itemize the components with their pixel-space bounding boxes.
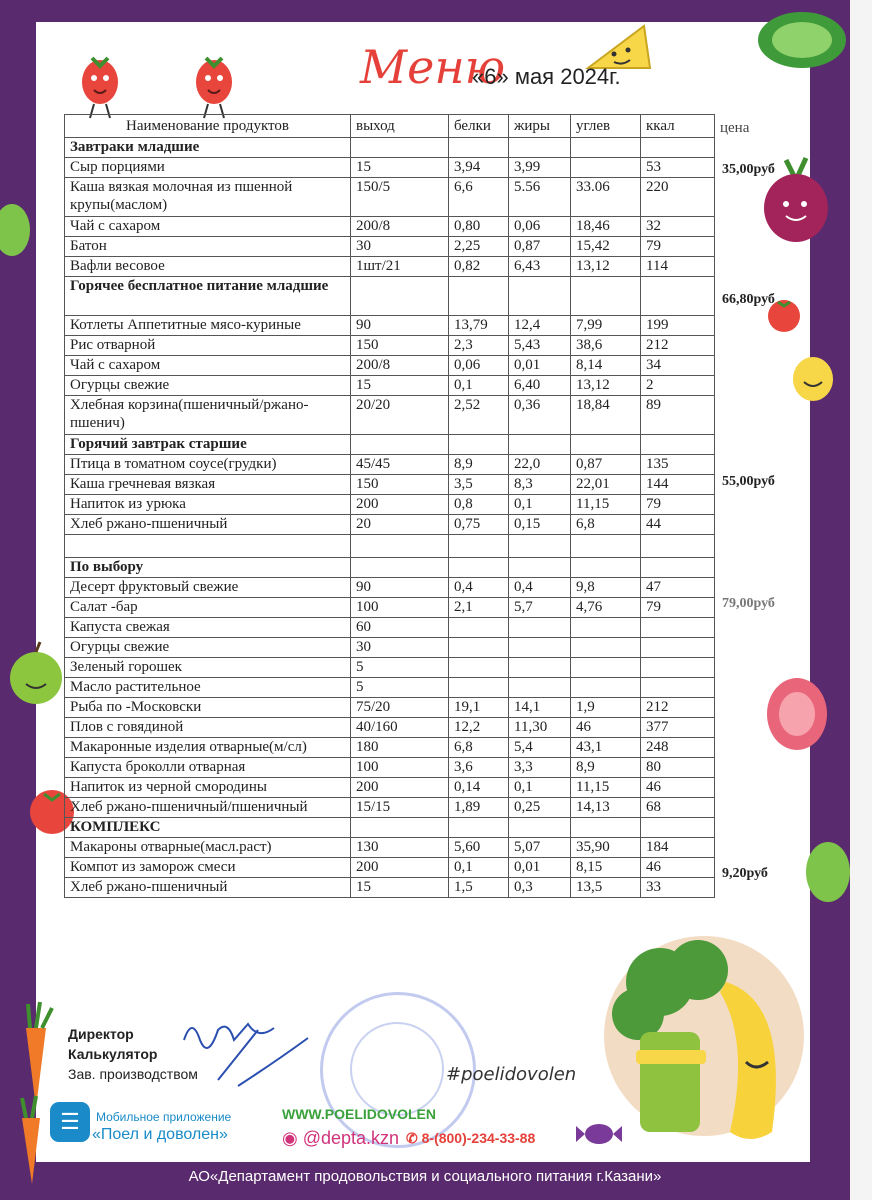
cell-f: [509, 658, 571, 678]
cell-c: 22,01: [571, 475, 641, 495]
phone-icon: ✆: [406, 1130, 422, 1146]
cell-b: 0,06: [449, 356, 509, 376]
cell-name: Плов с говядиной: [65, 718, 351, 738]
table-row: [65, 237, 715, 257]
cell-b: 0,8: [449, 495, 509, 515]
cell-out: 15: [351, 878, 449, 898]
cell-name: Рис отварной: [65, 336, 351, 356]
leaf-left-icon: [0, 200, 34, 260]
cell-out: [351, 558, 449, 578]
cell-name: Десерт фруктовый свежие: [65, 578, 351, 598]
cell-out: 200: [351, 858, 449, 878]
cell-b: 6,8: [449, 738, 509, 758]
cell-f: 0,4: [509, 578, 571, 598]
table-row: [65, 495, 715, 515]
signature-head-production: Зав. производством: [68, 1066, 198, 1082]
cell-k: 79: [641, 495, 715, 515]
table-row: [65, 638, 715, 658]
col-header-fat: жиры: [509, 115, 571, 138]
cell-out: [351, 138, 449, 158]
school-stamp-inner: [350, 1022, 444, 1116]
table-row: [65, 475, 715, 495]
cell-name: Макаронные изделия отварные(м/сл): [65, 738, 351, 758]
cell-name: Батон: [65, 237, 351, 257]
cell-k: 199: [641, 316, 715, 336]
table-row: [65, 257, 715, 277]
cell-k: 47: [641, 578, 715, 598]
table-row: [65, 598, 715, 618]
cell-name: Огурцы свежие: [65, 376, 351, 396]
cell-k: 248: [641, 738, 715, 758]
cell-name: Птица в томатном соусе(грудки): [65, 455, 351, 475]
cell-k: [641, 535, 715, 558]
cell-out: 60: [351, 618, 449, 638]
col-header-name: Наименование продуктов: [65, 115, 351, 138]
table-row: [65, 698, 715, 718]
cell-f: 5.56: [509, 178, 571, 217]
cell-c: [571, 818, 641, 838]
cell-out: 20/20: [351, 396, 449, 435]
table-row: [65, 718, 715, 738]
lemon-icon: [790, 354, 836, 404]
cell-b: [449, 277, 509, 316]
cell-name: Каша вязкая молочная из пшенной крупы(маслом): [65, 178, 351, 217]
cell-c: 8,15: [571, 858, 641, 878]
table-row: [65, 678, 715, 698]
cell-b: 19,1: [449, 698, 509, 718]
price-complex: 9,20руб: [722, 866, 768, 881]
cell-name: Горячий завтрак старшие: [65, 435, 351, 455]
cell-c: 13,12: [571, 376, 641, 396]
table-row: [65, 558, 715, 578]
broccoli-banana-characters-icon: [600, 922, 820, 1158]
price-choice: 79,00руб: [722, 596, 775, 611]
table-row: [65, 818, 715, 838]
cell-b: 0,80: [449, 217, 509, 237]
table-row: [65, 798, 715, 818]
cell-out: 15: [351, 158, 449, 178]
cell-c: 7,99: [571, 316, 641, 336]
cell-out: 1шт/21: [351, 257, 449, 277]
cell-f: [509, 558, 571, 578]
cell-name: Огурцы свежие: [65, 638, 351, 658]
cell-b: 0,14: [449, 778, 509, 798]
cell-f: 0,15: [509, 515, 571, 535]
cell-out: 150/5: [351, 178, 449, 217]
cell-k: 44: [641, 515, 715, 535]
cell-k: [641, 138, 715, 158]
cell-c: 9,8: [571, 578, 641, 598]
cell-name: Чай с сахаром: [65, 356, 351, 376]
col-header-output: выход: [351, 115, 449, 138]
table-row: [65, 658, 715, 678]
app-icon[interactable]: ☰: [50, 1102, 90, 1142]
cell-f: 0,3: [509, 878, 571, 898]
cell-name: Напиток из урюка: [65, 495, 351, 515]
cell-name: Сыр порциями: [65, 158, 351, 178]
cell-k: [641, 435, 715, 455]
cell-b: 0,4: [449, 578, 509, 598]
cell-f: [509, 277, 571, 316]
cell-b: [449, 658, 509, 678]
cell-k: [641, 277, 715, 316]
table-row: [65, 858, 715, 878]
cell-out: 200: [351, 778, 449, 798]
table-row: [65, 435, 715, 455]
cell-b: 0,75: [449, 515, 509, 535]
table-row: [65, 758, 715, 778]
cell-out: [351, 277, 449, 316]
cell-f: 5,07: [509, 838, 571, 858]
table-row: [65, 138, 715, 158]
cell-name: Напиток из черной смородины: [65, 778, 351, 798]
cell-f: 0,1: [509, 495, 571, 515]
table-row: [65, 356, 715, 376]
cell-b: 2,1: [449, 598, 509, 618]
table-row: [65, 316, 715, 336]
cell-out: 90: [351, 316, 449, 336]
cell-f: [509, 678, 571, 698]
col-header-price: цена: [720, 120, 750, 136]
cell-name: Каша гречневая вязкая: [65, 475, 351, 495]
cell-name: Хлебная корзина(пшеничный/ржано-пшенич): [65, 396, 351, 435]
cell-k: 2: [641, 376, 715, 396]
cell-name: КОМПЛЕКС: [65, 818, 351, 838]
cell-k: 144: [641, 475, 715, 495]
cell-out: 100: [351, 758, 449, 778]
candy-icon: [574, 1112, 624, 1152]
cell-b: 2,3: [449, 336, 509, 356]
cell-c: 6,8: [571, 515, 641, 535]
cell-out: 15: [351, 376, 449, 396]
cell-name: Вафли весовое: [65, 257, 351, 277]
cell-name: Хлеб ржано-пшеничный: [65, 515, 351, 535]
price-senior-breakfast: 55,00руб: [722, 474, 775, 489]
cell-out: 100: [351, 598, 449, 618]
cell-c: [571, 138, 641, 158]
cell-f: 14,1: [509, 698, 571, 718]
table-row: [65, 277, 715, 316]
cell-name: Горячее бесплатное питание младшие: [65, 277, 351, 316]
footer-company: АО«Департамент продовольствия и социального питания г.Казани»: [188, 1168, 662, 1185]
table-row: [65, 535, 715, 558]
cell-f: 6,43: [509, 257, 571, 277]
cell-f: 12,4: [509, 316, 571, 336]
cell-c: 18,46: [571, 217, 641, 237]
cell-c: 43,1: [571, 738, 641, 758]
meat-icon: [762, 674, 832, 754]
cell-out: 15/15: [351, 798, 449, 818]
cell-c: [571, 658, 641, 678]
cell-k: 68: [641, 798, 715, 818]
handwritten-signature-icon: [178, 1010, 318, 1090]
cell-name: Зеленый горошек: [65, 658, 351, 678]
cell-c: 11,15: [571, 495, 641, 515]
cell-out: 200/8: [351, 356, 449, 376]
cell-b: 0,1: [449, 376, 509, 396]
cell-out: 200: [351, 495, 449, 515]
cell-name: Капуста броколли отварная: [65, 758, 351, 778]
table-row: [65, 778, 715, 798]
cell-out: [351, 818, 449, 838]
cell-c: 0,87: [571, 455, 641, 475]
table-header-row: [65, 115, 715, 138]
table-row: [65, 396, 715, 435]
cell-c: [571, 158, 641, 178]
cell-k: 212: [641, 698, 715, 718]
cell-f: 3,3: [509, 758, 571, 778]
cell-b: [449, 638, 509, 658]
table-row: [65, 336, 715, 356]
cell-b: 2,52: [449, 396, 509, 435]
cell-c: 15,42: [571, 237, 641, 257]
cell-b: 1,5: [449, 878, 509, 898]
cell-c: [571, 618, 641, 638]
cell-b: 6,6: [449, 178, 509, 217]
cell-c: 38,6: [571, 336, 641, 356]
cell-f: 0,36: [509, 396, 571, 435]
cell-k: 32: [641, 217, 715, 237]
cell-out: [351, 535, 449, 558]
cell-name: Рыба по -Московски: [65, 698, 351, 718]
cell-out: 130: [351, 838, 449, 858]
cell-f: 0,06: [509, 217, 571, 237]
cell-name: Завтраки младшие: [65, 138, 351, 158]
cell-name: Салат -бар: [65, 598, 351, 618]
instagram-icon: ◉: [282, 1128, 303, 1148]
cell-b: 3,5: [449, 475, 509, 495]
table-row: [65, 455, 715, 475]
col-header-carbs: углев: [571, 115, 641, 138]
cell-k: 46: [641, 778, 715, 798]
cell-b: 3,6: [449, 758, 509, 778]
cell-k: [641, 558, 715, 578]
cell-b: [449, 818, 509, 838]
cell-f: 5,43: [509, 336, 571, 356]
cell-k: 79: [641, 237, 715, 257]
cell-b: 1,89: [449, 798, 509, 818]
table-row: [65, 838, 715, 858]
cell-c: 13,5: [571, 878, 641, 898]
table-row: [65, 178, 715, 217]
cell-name: По выбору: [65, 558, 351, 578]
cell-f: 3,99: [509, 158, 571, 178]
menu-table: [64, 114, 715, 898]
table-row: [65, 618, 715, 638]
cell-out: 20: [351, 515, 449, 535]
cell-b: 8,9: [449, 455, 509, 475]
cell-k: 53: [641, 158, 715, 178]
cell-k: 135: [641, 455, 715, 475]
menu-table-body: [65, 138, 715, 898]
cell-out: 30: [351, 638, 449, 658]
cell-c: 8,9: [571, 758, 641, 778]
cell-out: 5: [351, 658, 449, 678]
cell-f: 0,87: [509, 237, 571, 257]
cell-c: 14,13: [571, 798, 641, 818]
table-row: [65, 515, 715, 535]
cell-k: 377: [641, 718, 715, 738]
cell-c: 8,14: [571, 356, 641, 376]
cell-f: [509, 138, 571, 158]
price-free-hot-meal: 66,80руб: [722, 292, 775, 307]
cell-name: Хлеб ржано-пшеничный: [65, 878, 351, 898]
cell-name: Масло растительное: [65, 678, 351, 698]
carrot-characters-icon: [6, 998, 76, 1188]
scan-edge: [850, 0, 872, 1200]
cell-c: 13,12: [571, 257, 641, 277]
cell-k: 220: [641, 178, 715, 217]
cell-f: [509, 535, 571, 558]
table-row: [65, 578, 715, 598]
cell-k: [641, 638, 715, 658]
cell-k: 89: [641, 396, 715, 435]
cell-c: [571, 535, 641, 558]
cell-f: [509, 818, 571, 838]
cell-c: 1,9: [571, 698, 641, 718]
apple-icon: [6, 640, 66, 706]
cell-k: 212: [641, 336, 715, 356]
cell-k: 114: [641, 257, 715, 277]
cell-name: Хлеб ржано-пшеничный/пшеничный: [65, 798, 351, 818]
cell-c: [571, 435, 641, 455]
cell-out: [351, 435, 449, 455]
cell-k: 80: [641, 758, 715, 778]
cell-out: 150: [351, 475, 449, 495]
cell-k: [641, 818, 715, 838]
website-link[interactable]: WWW.POELIDOVOLEN: [282, 1106, 436, 1122]
leaf-right-icon: [802, 838, 850, 908]
phone-number[interactable]: [406, 1130, 535, 1147]
col-header-kcal: ккал: [641, 115, 715, 138]
cell-f: 0,01: [509, 858, 571, 878]
cell-name: Капуста свежая: [65, 618, 351, 638]
signature-calculator: Калькулятор: [68, 1046, 158, 1062]
cell-c: 18,84: [571, 396, 641, 435]
app-name: «Поел и доволен»: [92, 1126, 228, 1143]
cell-b: 5,60: [449, 838, 509, 858]
cell-b: [449, 558, 509, 578]
tomato-characters-icon: [72, 40, 242, 120]
cell-f: 11,30: [509, 718, 571, 738]
cell-name: [65, 535, 351, 558]
cell-c: 46: [571, 718, 641, 738]
cell-out: 75/20: [351, 698, 449, 718]
table-row: [65, 158, 715, 178]
col-header-protein: белки: [449, 115, 509, 138]
table-row: [65, 738, 715, 758]
cell-k: [641, 618, 715, 638]
table-row: [65, 878, 715, 898]
cell-f: [509, 638, 571, 658]
cell-out: 45/45: [351, 455, 449, 475]
cell-k: 46: [641, 858, 715, 878]
cell-name: Котлеты Аппетитные мясо-куриные: [65, 316, 351, 336]
cell-f: 0,25: [509, 798, 571, 818]
cell-c: 4,76: [571, 598, 641, 618]
cell-c: 35,90: [571, 838, 641, 858]
table-row: [65, 376, 715, 396]
cell-c: 11,15: [571, 778, 641, 798]
cell-f: 22,0: [509, 455, 571, 475]
cell-k: 184: [641, 838, 715, 858]
cell-b: 0,1: [449, 858, 509, 878]
cell-b: [449, 678, 509, 698]
cell-b: 2,25: [449, 237, 509, 257]
cell-name: Макароны отварные(масл.раст): [65, 838, 351, 858]
cell-k: 79: [641, 598, 715, 618]
cell-out: 150: [351, 336, 449, 356]
cell-b: 12,2: [449, 718, 509, 738]
signature-director: Директор: [68, 1026, 134, 1042]
cell-f: 0,1: [509, 778, 571, 798]
cell-out: 40/160: [351, 718, 449, 738]
cell-f: 5,4: [509, 738, 571, 758]
cell-b: 3,94: [449, 158, 509, 178]
hashtag: #poelidovolen: [446, 1064, 577, 1085]
cell-f: 5,7: [509, 598, 571, 618]
cell-b: [449, 138, 509, 158]
cell-f: [509, 618, 571, 638]
cell-b: [449, 618, 509, 638]
cell-k: 34: [641, 356, 715, 376]
cell-f: 6,40: [509, 376, 571, 396]
cell-c: [571, 277, 641, 316]
cell-b: 0,82: [449, 257, 509, 277]
cell-c: [571, 678, 641, 698]
cell-f: 8,3: [509, 475, 571, 495]
app-label: Мобильное приложение: [96, 1110, 232, 1124]
menu-title: Меню: [360, 40, 506, 94]
price-junior-breakfast: 35,00руб: [722, 162, 775, 177]
frame-top: [0, 0, 850, 22]
cell-name: Чай с сахаром: [65, 217, 351, 237]
cell-out: 180: [351, 738, 449, 758]
cell-c: 33.06: [571, 178, 641, 217]
cell-out: 200/8: [351, 217, 449, 237]
cell-b: [449, 435, 509, 455]
cell-name: Компот из заморож смеси: [65, 858, 351, 878]
cell-out: 5: [351, 678, 449, 698]
cell-f: 0,01: [509, 356, 571, 376]
cell-f: [509, 435, 571, 455]
cell-c: [571, 638, 641, 658]
cell-k: [641, 678, 715, 698]
cell-c: [571, 558, 641, 578]
cell-out: 30: [351, 237, 449, 257]
menu-date: «6» мая 2024г.: [472, 64, 621, 89]
cell-out: 90: [351, 578, 449, 598]
cell-k: 33: [641, 878, 715, 898]
phone-text: 8-(800)-234-33-88: [421, 1130, 536, 1146]
cell-b: [449, 535, 509, 558]
instagram-text: @depta.kzn: [302, 1128, 400, 1148]
cell-b: 13,79: [449, 316, 509, 336]
cell-k: [641, 658, 715, 678]
table-row: [65, 217, 715, 237]
instagram-handle[interactable]: [282, 1128, 399, 1149]
cucumber-slice-icon: [756, 10, 848, 70]
